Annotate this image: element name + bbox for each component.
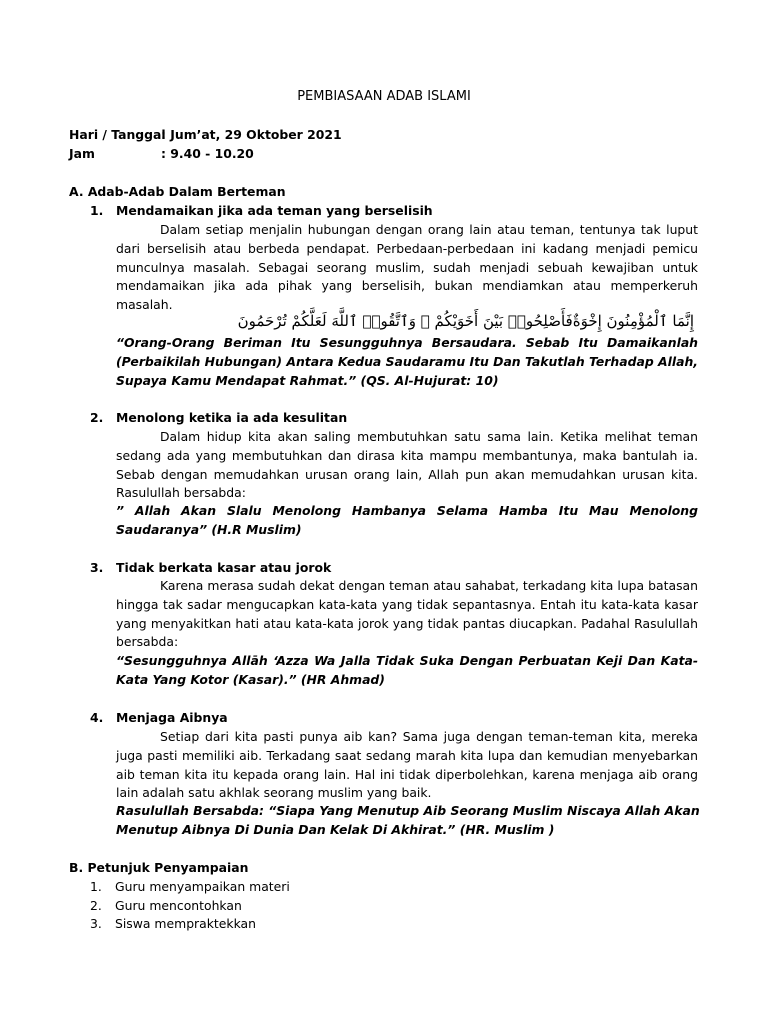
list-text: Guru mencontohkan bbox=[115, 898, 242, 913]
section-a-heading: A. Adab-Adab Dalam Berteman bbox=[69, 184, 286, 199]
time-value: : 9.40 - 10.20 bbox=[161, 146, 254, 161]
item-4-body: Setiap dari kita pasti punya aib kan? Sama juga dengan teman-teman kita, mereka juga pasti memiliki aib. Terkadang saat sedang marah kita lupa dan kemudian menyebarkan aib teman kita itu kepada orang lain. Hal ini tidak diperbolehkan, karena menjaga aib orang lain adalah satu akhlak seorang muslim yang baik. bbox=[116, 729, 698, 801]
time-label: Jam bbox=[69, 146, 95, 161]
page-title: PEMBIASAAN ADAB ISLAMI bbox=[297, 89, 471, 104]
item-3-heading bbox=[90, 559, 331, 578]
item-1-body: Dalam setiap menjalin hubungan dengan orang lain atau teman, tentunya tak luput dari berselisih atau berbeda pendapat. Perbedaan-perbedaan ini kadang menjadi pemicu munculnya masalah. Sebagai seorang muslim, sudah menjadi sebuah kewajiban untuk mendamaikan jika ada pihak yang berselisih, bukan mendiamkan atau memperkeruh masalah. bbox=[116, 222, 698, 313]
list-number: 2. bbox=[90, 898, 102, 913]
item-3-quote: “Sesungguhnya Allāh ‘Azza Wa Jalla Tidak Suka Dengan Perbuatan Keji Dan Kata-Kata Yang Kotor (Kasar).” (HR Ahmad) bbox=[116, 653, 698, 687]
item-number: 1. bbox=[90, 203, 104, 218]
item-title: Menjaga Aibnya bbox=[116, 710, 228, 725]
list-text: Siswa mempraktekkan bbox=[115, 916, 256, 931]
item-1-heading bbox=[90, 202, 433, 221]
list-item bbox=[90, 897, 242, 916]
item-number: 4. bbox=[90, 710, 104, 725]
section-b-heading: B. Petunjuk Penyampaian bbox=[69, 860, 249, 875]
list-item bbox=[90, 878, 290, 897]
item-title: Tidak berkata kasar atau jorok bbox=[116, 560, 332, 575]
item-number: 3. bbox=[90, 560, 104, 575]
item-2-heading bbox=[90, 409, 347, 428]
list-item bbox=[90, 915, 256, 934]
item-4-quote-line-2: Menutup Aibnya Di Dunia Dan Kelak Di Akhirat.” (HR. Muslim ) bbox=[116, 822, 555, 837]
day-value: : Jum’at, 29 Oktober 2021 bbox=[161, 127, 342, 142]
item-number: 2. bbox=[90, 410, 104, 425]
item-2-body: Dalam hidup kita akan saling membutuhkan satu sama lain. Ketika melihat teman sedang ada yang membutuhkan dan dirasa kita mampu membantunya, maka bantulah ia. Sebab dengan memudahkan urusan orang lain, Allah pun akan memudahkan urusan kita. Rasulullah bersabda: bbox=[116, 429, 698, 501]
day-label: Hari / Tanggal bbox=[69, 127, 166, 142]
item-title: Mendamaikan jika ada teman yang berselisih bbox=[116, 203, 433, 218]
item-1-quote: “Orang-Orang Beriman Itu Sesungguhnya Bersaudara. Sebab Itu Damaikanlah (Perbaikilah Hubungan) Antara Kedua Saudaramu Itu Dan Takutlah Terhadap Allah, Supaya Kamu Mendapat Rahmat.” (QS. Al-Hujurat: 10) bbox=[116, 335, 698, 388]
list-number: 1. bbox=[90, 879, 102, 894]
list-number: 3. bbox=[90, 916, 102, 931]
arabic-verse: إِنَّمَا ٱلْمُؤْمِنُونَ إِخْوَةٌفَأَصْلِحُوا۟ بَيْنَ أَخَوَيْكُمْ ۚ وَٱتَّقُوا۟ ٱللَّهَ لَعَلَّكُمْ تُرْحَمُونَ bbox=[237, 312, 694, 330]
item-title: Menolong ketika ia ada kesulitan bbox=[116, 410, 348, 425]
item-3-body: Karena merasa sudah dekat dengan teman atau sahabat, terkadang kita lupa batasan hingga tak sadar mengucapkan kata-kata yang tidak sepantasnya. Entah itu kata-kata kasar yang menyakitkan hati atau kata-kata jorok yang tidak pantas diucapkan. Padahal Rasulullah bersabda: bbox=[116, 578, 698, 650]
list-text: Guru menyampaikan materi bbox=[115, 879, 290, 894]
item-2-quote: ” Allah Akan Slalu Menolong Hambanya Selama Hamba Itu Mau Menolong Saudaranya” (H.R Muslim) bbox=[116, 503, 698, 537]
item-4-quote-line-1: Rasulullah Bersabda: “Siapa Yang Menutup Aib Seorang Muslim Niscaya Allah Akan bbox=[116, 803, 700, 818]
item-4-heading bbox=[90, 709, 228, 728]
